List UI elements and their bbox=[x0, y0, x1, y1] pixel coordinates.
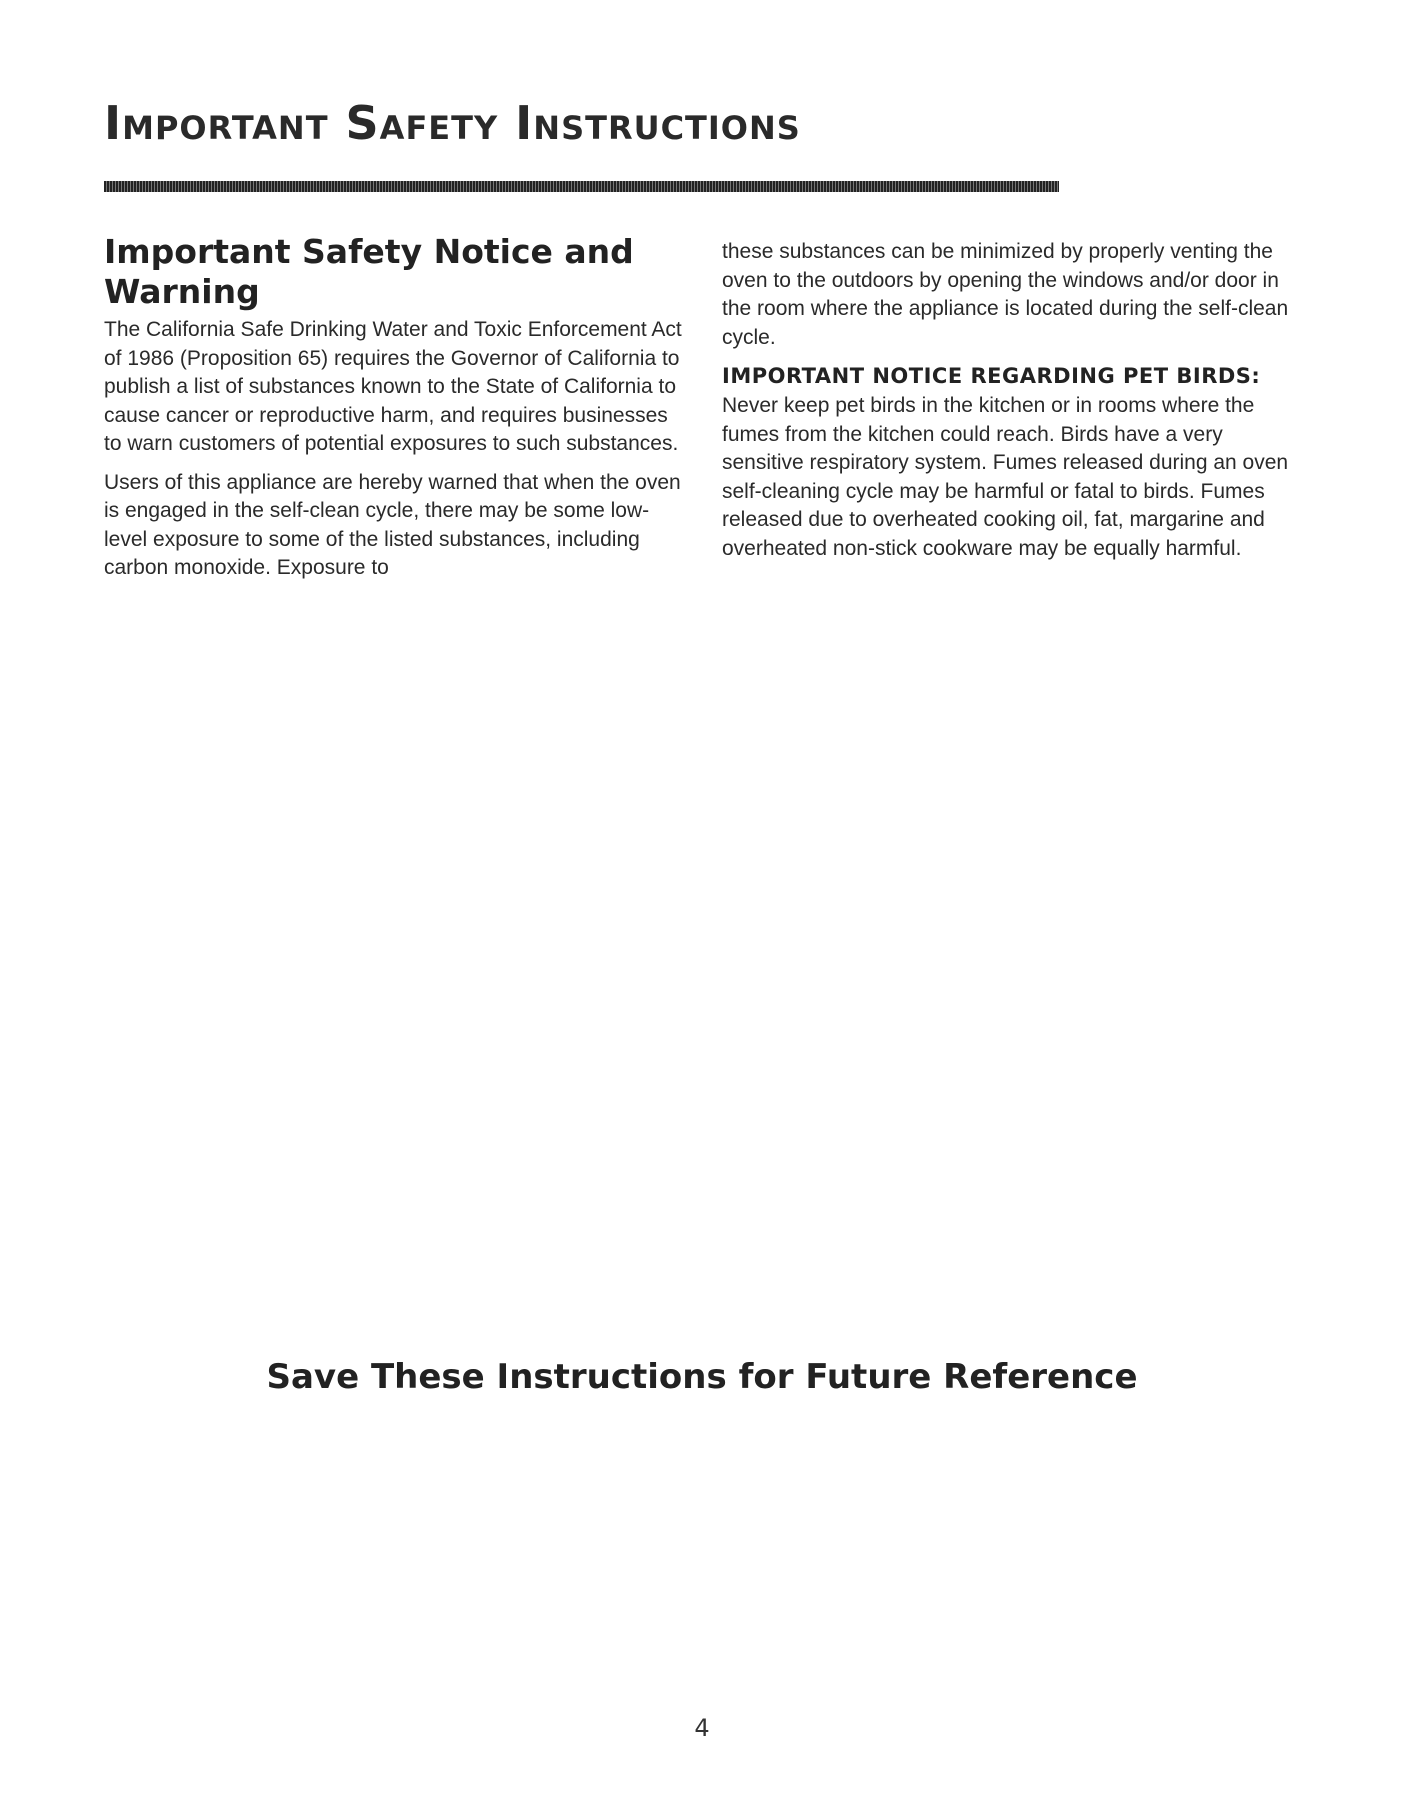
section-heading: Important Safety Notice and Warning bbox=[104, 232, 634, 311]
left-column bbox=[104, 232, 688, 593]
paragraph-pet-birds: Never keep pet birds in the kitchen or in rooms where the fumes from the kitchen could reach. Birds have a very sensitive respiratory system. Fumes released during an oven self-cleaning cycle may be harmful or fatal to birds. Fumes released due to overheated cooking oil, fat, margarine and overheated non-stick cookware may be equally harmful. bbox=[722, 394, 1289, 560]
pet-birds-subheading: IMPORTANT NOTICE REGARDING PET BIRDS: bbox=[722, 364, 1261, 388]
save-instructions-callout: Save These Instructions for Future Reference bbox=[266, 1357, 1138, 1397]
page-number: 4 bbox=[694, 1714, 710, 1742]
paragraph-self-clean-warning: Users of this appliance are hereby warned that when the oven is engaged in the self-clean cycle, there may be some low-level exposure to some of the listed substances, including carbon monoxide. Exposure to bbox=[104, 470, 681, 579]
title-divider bbox=[104, 181, 1059, 192]
page-title: Important Safety Instructions bbox=[104, 96, 801, 150]
paragraph-continuation: these substances can be minimized by properly venting the oven to the outdoors by opening the windows and/or door in the room where the appliance is located during the self-clean cycle. bbox=[722, 240, 1289, 349]
paragraph-proposition-65: The California Safe Drinking Water and Toxic Enforcement Act of 1986 (Proposition 65) requires the Governor of California to publish a list of substances known to the State of California to cause cancer or reproductive harm, and requires businesses to warn customers of potential exposures to such substances. bbox=[104, 318, 682, 455]
right-column bbox=[722, 238, 1308, 573]
